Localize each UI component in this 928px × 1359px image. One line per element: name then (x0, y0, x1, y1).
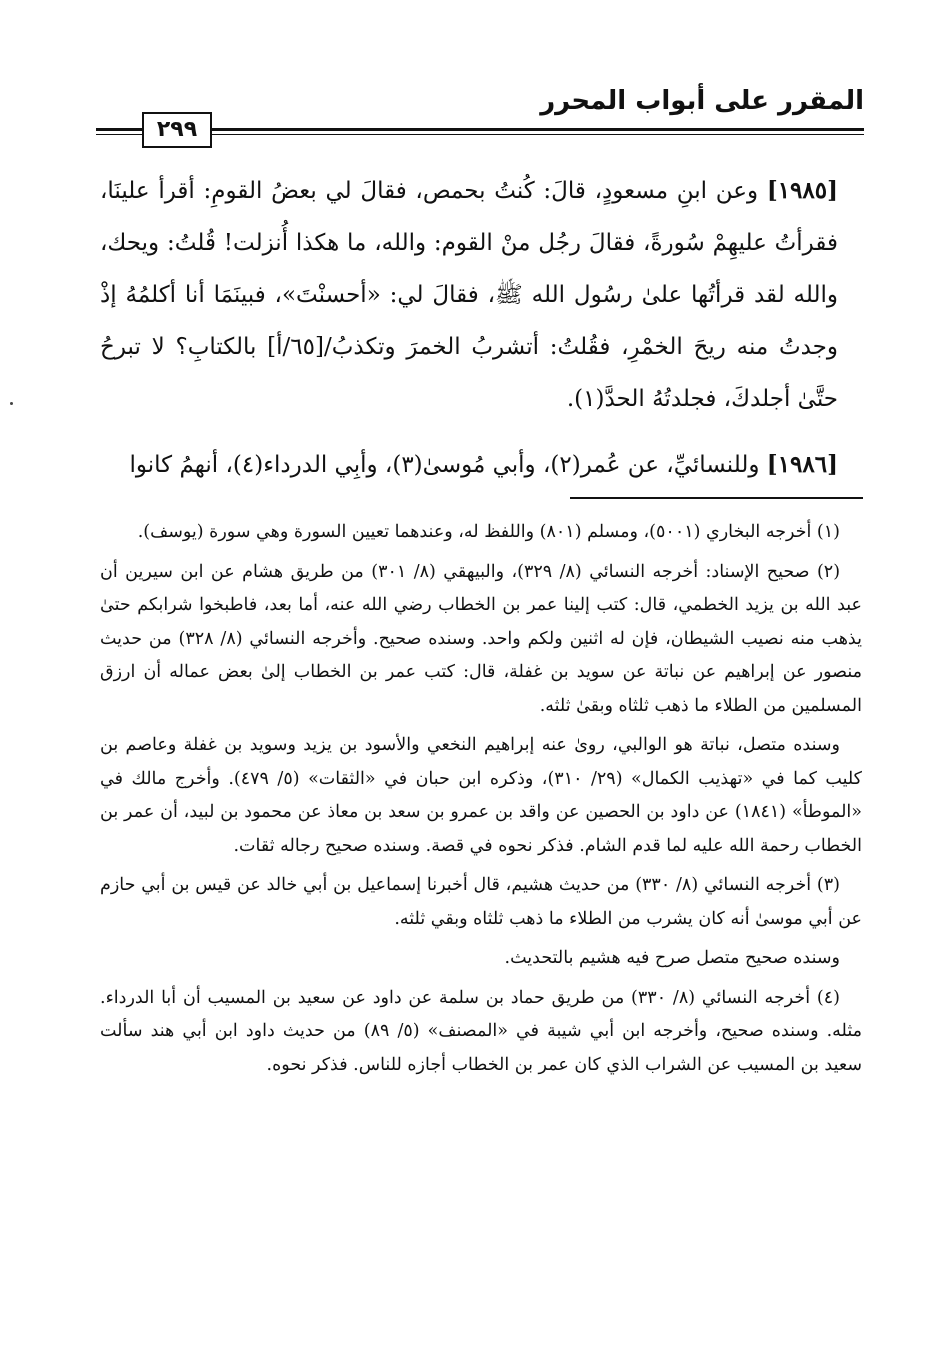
footnote: (٤) أخرجه النسائي (٨/ ٣٣٠) من طريق حماد بن سلمة عن داود عن سعيد بن المسيب أن أبا الدرداء. مثله. وسنده صحيح، وأخرجه ابن أبي شيبة في «المصنف» (٥/ ٨٩) من حديث داود ابن أبي هند سألت سعيد بن المسيب عن الشراب الذي كان عمر بن الخطاب أجازه للناس. فذكر نحوه. (100, 987, 863, 1075)
hadith-number: [١٩٨٦] (766, 451, 838, 478)
main-text (100, 165, 838, 491)
footnotes (100, 516, 862, 1088)
footnote: (١) أخرجه البخاري (٥٠٠١)، ومسلم (٨٠١) واللفظ له، وعندهما تعيين السورة وهي سورة (يوسف). (137, 522, 840, 542)
margin-mark (10, 402, 13, 405)
footnote-separator (570, 497, 863, 499)
footnote: (٢) صحيح الإسناد: أخرجه النسائي (٨/ ٣٢٩)، والبيهقي (٨/ ٣٠١) من طريق هشام عن ابن سيرين أن عبد الله بن يزيد الخطمي، قال: كتب إلينا عمر بن الخطاب رضي الله عنه، أما بعد، فاطبخوا شرابكم حتىٰ يذهب منه نصيب الشيطان، فإن له اثنين ولكم واحد. وسنده صحيح. وأخرجه النسائي (٨/ ٣٢٨) من حديث منصور عن إبراهيم عن نباتة عن سويد بن غفلة، قال: كتب عمر بن الخطاب إلىٰ بعض عماله أن ارزق المسلمين من الطلاء ما ذهب ثلثاه وبقىٰ ثلثه. (100, 561, 862, 716)
hadith-text: وللنسائيِّ، عن عُمر(٢)، وأبي مُوسىٰ(٣)، وأبِي الدرداء(٤)، أنهمُ كانوا (129, 452, 760, 478)
footnote: (٣) أخرجه النسائي (٨/ ٣٣٠) من حديث هشيم، قال أخبرنا إسماعيل بن أبي خالد عن قيس بن أبي حازم عن أبي موسىٰ أنه كان يشرب من الطلاء ما ذهب ثلثاه وبقي ثلثه. (100, 875, 862, 929)
running-head-title: المقرر على أبواب المحرر (540, 86, 864, 116)
hadith-number: [١٩٨٥] (766, 177, 839, 204)
footnote-continuation: وسنده متصل، نباتة هو الوالبي، روىٰ عنه إبراهيم النخعي والأسود بن يزيد وسويد بن غفلة وعاصم بن كليب كما في «تهذيب الكمال» (٢٩/ ٣١٠)، وذكره ابن حبان في «الثقات» (٥/ ٤٧٩). وأخرج مالك في «الموطأ» (١٨٤١) عن داود بن الحصين عن واقد بن عمرو بن سعد بن معاذ عن محمود بن لبيد، أن عمر بن الخطاب رحمة الله عليه لما قدم الشام. فذكر نحوه في قصة. وسنده صحيح رجاله ثقات. (100, 735, 863, 856)
hadith-paragraph (100, 439, 838, 491)
hadith-paragraph (100, 165, 838, 425)
page-number: ٢٩٩ (142, 112, 212, 148)
footnote-continuation: وسنده صحيح متصل صرح فيه هشيم بالتحديث. (504, 948, 840, 968)
hadith-text: وعن ابنِ مسعودٍ، قالَ: كُنتُ بحمص، فقالَ لي بعضُ القومِ: أقرأ علينَا، فقرأتُ عليهِمْ سُورةً، فقالَ رجُل منْ القوم: والله، ما هكذا أُنزلت! قُلتُ: ويحك، والله لقد قرأتُها علىٰ رسُول الله ﷺ، فقالَ لي: «أحسنْتَ»، فبينَمَا أنا أكلمُهُ إذْ وجدتُ منه ريحَ الخمْرِ، فقُلتُ: أتشربُ الخمرَ وتكذبُ/[٦٥/أ] بالكتابِ؟ لا تبرحُ حتَّىٰ أجلدكَ، فجلدتُهُ الحدَّ(١). (100, 178, 838, 412)
